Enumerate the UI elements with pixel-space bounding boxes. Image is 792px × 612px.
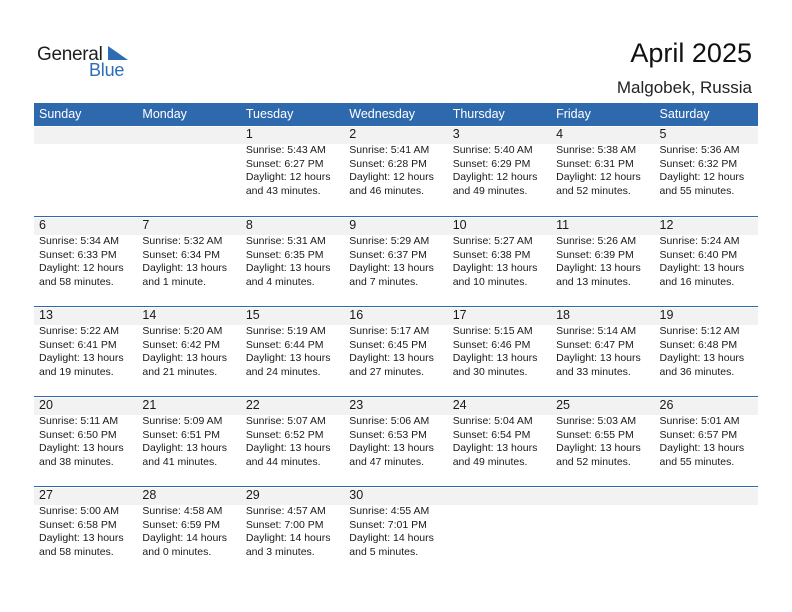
sunrise-text: Sunrise: 5:32 AM [142,235,223,247]
weekday-thursday: Thursday [452,107,505,121]
sunrise-text: Sunrise: 5:12 AM [659,325,740,337]
date-strip [241,398,344,415]
daylight-minutes-text: and 49 minutes. [452,455,528,468]
sunset-text: Sunset: 6:55 PM [556,428,634,441]
daylight-minutes-text: and 30 minutes. [452,365,528,378]
sunset-text: Sunset: 6:41 PM [39,338,117,351]
day-cell [344,487,447,576]
day-cell [34,307,137,396]
daylight-hours-text: Daylight: 13 hours [659,262,745,274]
day-cell [34,397,137,486]
date-strip [655,398,758,415]
sunset-text: Sunset: 6:27 PM [245,157,324,170]
daylight-minutes-text: and 33 minutes. [556,365,631,378]
day-number: 11 [556,218,570,232]
daylight-minutes-text: and 16 minutes. [659,275,735,288]
empty-day-cell [448,487,551,576]
daylight-minutes-text: and 49 minutes. [452,184,528,197]
day-number: 21 [142,398,157,412]
date-strip [137,127,240,144]
day-cell [241,397,344,486]
logo-blue-text: Blue [89,60,125,80]
daylight-hours-text: Daylight: 13 hours [349,442,434,454]
day-cell [34,217,137,306]
sunrise-text: Sunrise: 5:06 AM [349,415,430,427]
date-strip [34,398,137,415]
daylight-minutes-text: and 19 minutes. [39,365,114,378]
daylight-hours-text: Daylight: 13 hours [556,352,641,364]
sunset-text: Sunset: 6:42 PM [142,338,221,351]
daylight-minutes-text: and 13 minutes. [556,275,631,288]
sunrise-text: Sunrise: 5:29 AM [349,235,430,247]
date-strip [551,488,654,505]
date-strip [655,218,758,235]
day-cell [241,307,344,396]
daylight-minutes-text: and 41 minutes. [142,455,218,468]
daylight-minutes-text: and 5 minutes. [349,545,419,558]
day-cell [448,307,551,396]
weekday-saturday: Saturday [659,107,710,121]
daylight-minutes-text: and 10 minutes. [452,275,528,288]
day-cell [551,397,654,486]
date-strip [241,218,344,235]
date-strip [137,398,240,415]
daylight-hours-text: Daylight: 13 hours [142,262,228,274]
day-cell [655,126,758,216]
daylight-minutes-text: and 24 minutes. [245,365,321,378]
day-cell [344,126,447,216]
weekday-friday: Friday [556,107,591,121]
sunrise-text: Sunrise: 5:20 AM [142,325,223,337]
daylight-hours-text: Daylight: 13 hours [349,352,434,364]
day-number: 18 [556,308,571,322]
day-cell [551,126,654,216]
sunset-text: Sunset: 6:40 PM [659,248,738,261]
day-cell [448,126,551,216]
daylight-hours-text: Daylight: 13 hours [39,352,124,364]
date-strip [655,488,758,505]
date-strip [655,127,758,144]
empty-day-cell [551,487,654,576]
daylight-minutes-text: and 55 minutes. [659,184,735,197]
sunset-text: Sunset: 6:57 PM [659,428,738,441]
sunrise-text: Sunrise: 5:15 AM [452,325,533,337]
empty-day-cell [34,126,137,216]
location-subtitle: Malgobek, Russia [616,78,752,97]
date-strip [551,218,654,235]
day-cell [655,307,758,396]
day-number: 4 [556,127,564,141]
daylight-hours-text: Daylight: 13 hours [245,442,331,454]
day-number: 8 [245,218,253,232]
daylight-minutes-text: and 44 minutes. [245,455,321,468]
daylight-hours-text: Daylight: 13 hours [452,442,538,454]
sunrise-text: Sunrise: 5:40 AM [452,144,533,156]
daylight-minutes-text: and 38 minutes. [39,455,114,468]
daylight-minutes-text: and 27 minutes. [349,365,424,378]
sunrise-text: Sunrise: 5:27 AM [452,235,533,247]
day-cell [551,217,654,306]
sunset-text: Sunset: 6:46 PM [452,338,531,351]
date-strip [241,127,344,144]
sunset-text: Sunset: 6:51 PM [142,428,221,441]
day-cell [241,217,344,306]
daylight-minutes-text: and 47 minutes. [349,455,424,468]
sunrise-text: Sunrise: 5:22 AM [39,325,119,337]
sunrise-text: Sunrise: 5:09 AM [142,415,223,427]
day-number: 3 [452,127,460,141]
day-number: 30 [349,488,364,502]
sunrise-text: Sunrise: 5:03 AM [556,415,637,427]
weekday-monday: Monday [142,107,187,121]
date-strip [137,218,240,235]
day-number: 28 [142,488,157,502]
date-strip [34,127,137,144]
daylight-minutes-text: and 0 minutes. [142,545,212,558]
sunrise-text: Sunrise: 5:00 AM [39,505,119,517]
week-row [34,216,758,306]
logo-general-text: General [37,44,103,65]
daylight-minutes-text: and 7 minutes. [349,275,419,288]
daylight-minutes-text: and 43 minutes. [245,184,321,197]
daylight-hours-text: Daylight: 13 hours [556,262,641,274]
date-strip [34,308,137,325]
day-number: 2 [349,127,357,141]
day-number: 17 [452,308,467,322]
date-strip [34,488,137,505]
date-strip [34,218,137,235]
page-title: April 2025 [630,38,752,68]
sunrise-text: Sunrise: 5:31 AM [245,235,326,247]
day-number: 9 [349,218,357,232]
day-cell [655,397,758,486]
day-cell [344,307,447,396]
day-number: 24 [452,398,467,412]
day-number: 7 [142,218,150,232]
sunrise-text: Sunrise: 5:34 AM [39,235,119,247]
day-cell [655,217,758,306]
date-strip [241,488,344,505]
date-strip [551,127,654,144]
week-row [34,306,758,396]
day-number: 25 [556,398,571,412]
sunrise-text: Sunrise: 4:58 AM [142,505,223,517]
day-number: 1 [245,127,253,141]
week-row [34,396,758,486]
daylight-minutes-text: and 58 minutes. [39,275,114,288]
day-cell [137,217,240,306]
day-number: 27 [39,488,53,502]
date-strip [448,127,551,144]
daylight-hours-text: Daylight: 13 hours [659,352,745,364]
daylight-hours-text: Daylight: 12 hours [39,262,124,274]
daylight-minutes-text: and 1 minute. [142,275,207,288]
sunrise-text: Sunrise: 5:04 AM [452,415,533,427]
daylight-minutes-text: and 3 minutes. [245,545,315,558]
sunset-text: Sunset: 6:59 PM [142,518,221,531]
day-number: 23 [349,398,364,412]
empty-day-cell [655,487,758,576]
daylight-hours-text: Daylight: 12 hours [452,171,538,183]
day-cell [137,397,240,486]
day-number: 14 [142,308,157,322]
logo-triangle-icon [106,46,128,64]
daylight-minutes-text: and 58 minutes. [39,545,114,558]
daylight-hours-text: Daylight: 12 hours [556,171,641,183]
date-strip [448,218,551,235]
sunrise-text: Sunrise: 5:38 AM [556,144,637,156]
date-strip [137,488,240,505]
sunset-text: Sunset: 6:52 PM [245,428,324,441]
day-number: 6 [39,218,46,232]
sunrise-text: Sunrise: 5:43 AM [245,144,326,156]
sunset-text: Sunset: 6:45 PM [349,338,427,351]
daylight-minutes-text: and 52 minutes. [556,455,631,468]
date-strip [344,398,447,415]
day-cell [241,126,344,216]
daylight-hours-text: Daylight: 13 hours [556,442,641,454]
sunset-text: Sunset: 6:50 PM [39,428,117,441]
date-strip [655,308,758,325]
daylight-hours-text: Daylight: 13 hours [452,262,538,274]
daylight-minutes-text: and 55 minutes. [659,455,735,468]
day-cell [551,307,654,396]
week-row [34,126,758,216]
sunset-text: Sunset: 6:32 PM [659,157,738,170]
day-number: 5 [659,127,667,141]
day-number: 26 [659,398,674,412]
day-number: 12 [659,218,674,232]
sunrise-text: Sunrise: 5:01 AM [659,415,740,427]
date-strip [448,308,551,325]
sunset-text: Sunset: 6:48 PM [659,338,738,351]
date-strip [344,127,447,144]
daylight-hours-text: Daylight: 14 hours [349,532,434,544]
date-strip [448,488,551,505]
calendar-grid [34,126,758,576]
day-number: 20 [39,398,53,412]
daylight-hours-text: Daylight: 13 hours [39,442,124,454]
day-cell [448,217,551,306]
sunset-text: Sunset: 6:58 PM [39,518,117,531]
day-cell [344,397,447,486]
sunset-text: Sunset: 6:29 PM [452,157,531,170]
sunset-text: Sunset: 6:44 PM [245,338,324,351]
sunset-text: Sunset: 6:35 PM [245,248,324,261]
day-cell [241,487,344,576]
daylight-minutes-text: and 36 minutes. [659,365,735,378]
sunrise-text: Sunrise: 5:19 AM [245,325,326,337]
sunset-text: Sunset: 6:53 PM [349,428,427,441]
day-number: 22 [245,398,260,412]
daylight-hours-text: Daylight: 13 hours [245,262,331,274]
daylight-hours-text: Daylight: 13 hours [142,352,228,364]
date-strip [137,308,240,325]
day-number: 19 [659,308,674,322]
daylight-hours-text: Daylight: 13 hours [142,442,228,454]
daylight-minutes-text: and 21 minutes. [142,365,218,378]
sunset-text: Sunset: 7:01 PM [349,518,427,531]
date-strip [344,218,447,235]
weekday-header [34,103,758,126]
daylight-hours-text: Daylight: 13 hours [39,532,124,544]
sunset-text: Sunset: 6:28 PM [349,157,427,170]
day-number: 15 [245,308,260,322]
day-cell [344,217,447,306]
day-cell [34,487,137,576]
daylight-hours-text: Daylight: 12 hours [659,171,745,183]
sunset-text: Sunset: 7:00 PM [245,518,324,531]
day-number: 16 [349,308,364,322]
sunset-text: Sunset: 6:47 PM [556,338,634,351]
daylight-minutes-text: and 4 minutes. [245,275,315,288]
daylight-hours-text: Daylight: 13 hours [659,442,745,454]
daylight-hours-text: Daylight: 12 hours [349,171,434,183]
weekday-wednesday: Wednesday [349,107,416,121]
day-cell [137,487,240,576]
daylight-hours-text: Daylight: 14 hours [245,532,331,544]
date-strip [344,488,447,505]
day-number: 10 [452,218,467,232]
day-number: 29 [245,488,260,502]
sunset-text: Sunset: 6:31 PM [556,157,634,170]
sunrise-text: Sunrise: 4:57 AM [245,505,326,517]
sunset-text: Sunset: 6:54 PM [452,428,531,441]
sunrise-text: Sunrise: 5:14 AM [556,325,637,337]
date-strip [344,308,447,325]
daylight-hours-text: Daylight: 12 hours [245,171,331,183]
sunset-text: Sunset: 6:39 PM [556,248,634,261]
daylight-hours-text: Daylight: 13 hours [245,352,331,364]
sunrise-text: Sunrise: 5:11 AM [39,415,119,427]
sunrise-text: Sunrise: 4:55 AM [349,505,430,517]
sunset-text: Sunset: 6:37 PM [349,248,427,261]
sunrise-text: Sunrise: 5:17 AM [349,325,430,337]
day-cell [137,307,240,396]
logo [37,44,137,84]
daylight-minutes-text: and 52 minutes. [556,184,631,197]
day-number: 13 [39,308,53,322]
sunset-text: Sunset: 6:34 PM [142,248,221,261]
day-cell [448,397,551,486]
sunrise-text: Sunrise: 5:36 AM [659,144,740,156]
sunset-text: Sunset: 6:33 PM [39,248,117,261]
weekday-tuesday: Tuesday [245,107,294,121]
week-row [34,486,758,576]
date-strip [448,398,551,415]
sunrise-text: Sunrise: 5:41 AM [349,144,430,156]
daylight-hours-text: Daylight: 13 hours [452,352,538,364]
sunrise-text: Sunrise: 5:26 AM [556,235,637,247]
sunset-text: Sunset: 6:38 PM [452,248,531,261]
date-strip [551,398,654,415]
date-strip [551,308,654,325]
weekday-sunday: Sunday [39,107,82,121]
sunrise-text: Sunrise: 5:07 AM [245,415,326,427]
daylight-hours-text: Daylight: 14 hours [142,532,228,544]
daylight-minutes-text: and 46 minutes. [349,184,424,197]
daylight-hours-text: Daylight: 13 hours [349,262,434,274]
empty-day-cell [137,126,240,216]
date-strip [241,308,344,325]
sunrise-text: Sunrise: 5:24 AM [659,235,740,247]
